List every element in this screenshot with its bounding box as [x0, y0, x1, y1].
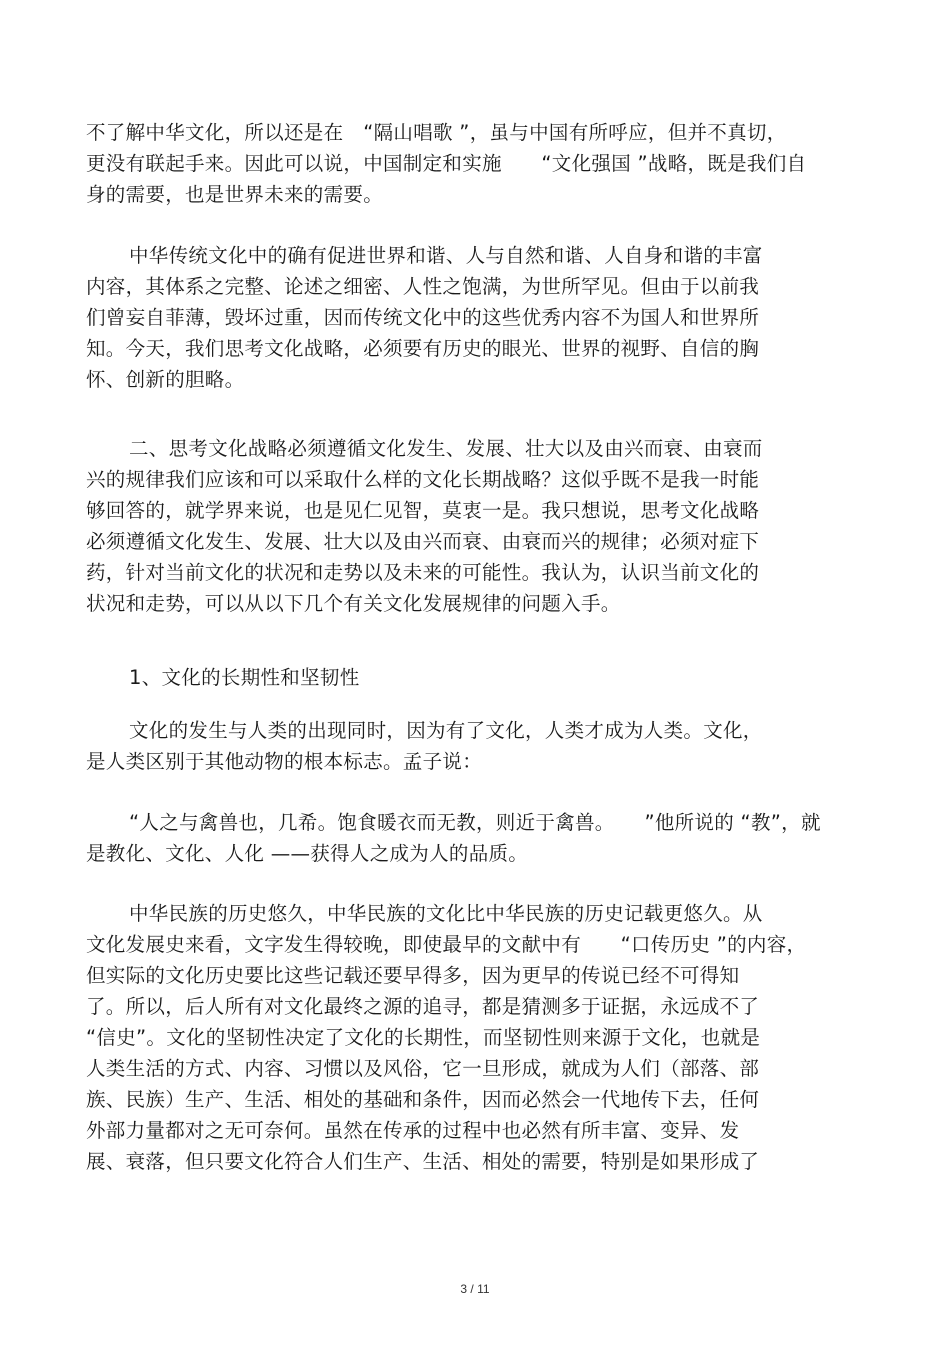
- paragraph-culture-origin: [86, 715, 876, 777]
- text-line: 但实际的文化历史要比这些记载还要早得多，因为更早的传说已经不可得知: [86, 964, 740, 987]
- text-line: 内容，其体系之完整、论述之细密、人性之饱满，为世所罕见。但由于以前我: [86, 275, 760, 298]
- text-line: 二、思考文化战略必须遵循文化发生、发展、壮大以及由兴而衰、由衰而: [129, 437, 763, 460]
- text-line: 怀、创新的胆略。: [86, 368, 245, 391]
- page-number: 3 / 11: [460, 1282, 490, 1296]
- text-line: 必须遵循文化发生、发展、壮大以及由兴而衰、由衰而兴的规律；必须对症下: [86, 530, 760, 553]
- text-line: 更没有联起手来。因此可以说，中国制定和实施 “文化强国 ”战略，既是我们自: [86, 152, 807, 175]
- text-line: 是教化、文化、人化 ——获得人之成为人的品质。: [86, 842, 529, 865]
- text-line: 兴的规律我们应该和可以采取什么样的文化长期战略？这似乎既不是我一时能: [86, 468, 760, 491]
- paragraph-traditional-culture: [86, 240, 876, 395]
- paragraph-chinese-history: [86, 898, 876, 1177]
- text-line: 外部力量都对之无可奈何。虽然在传承的过程中也必然有所丰富、变异、发: [86, 1119, 740, 1142]
- text-line: 文化发展史来看，文字发生得较晚，即使最早的文献中有 “口传历史 ”的内容，: [86, 933, 807, 956]
- text-line: 身的需要，也是世界未来的需要。: [86, 183, 384, 206]
- text-line: 人类生活的方式、内容、习惯以及风俗，它一旦形成，就成为人们（部落、部: [86, 1057, 760, 1080]
- paragraph-section-two: [86, 433, 876, 619]
- text-line: 文化的发生与人类的出现同时，因为有了文化，人类才成为人类。文化，: [129, 719, 763, 742]
- text-line: “人之与禽兽也，几希。饱食暖衣而无教，则近于禽兽。 ”他所说的 “教”，就: [129, 811, 821, 834]
- text-line: 们曾妄自菲薄，毁坏过重，因而传统文化中的这些优秀内容不为国人和世界所: [86, 306, 760, 329]
- text-line: 了。所以，后人所有对文化最终之源的追寻，都是猜测多于证据，永远成不了: [86, 995, 760, 1018]
- text-line: 状况和走势，可以从以下几个有关文化发展规律的问题入手。: [86, 592, 621, 615]
- paragraph-mencius-quote: [86, 807, 876, 869]
- text-line: 中华民族的历史悠久，中华民族的文化比中华民族的历史记载更悠久。从: [129, 902, 763, 925]
- text-line: 展、衰落，但只要文化符合人们生产、生活、相处的需要，特别是如果形成了: [86, 1150, 760, 1173]
- paragraph-continuation: [86, 117, 876, 210]
- text-line: 够回答的，就学界来说，也是见仁见智，莫衷一是。我只想说，思考文化战略: [86, 499, 760, 522]
- text-line: 药，针对当前文化的状况和走势以及未来的可能性。我认为，认识当前文化的: [86, 561, 760, 584]
- text-line: 族、民族）生产、生活、相处的基础和条件，因而必然会一代地传下去，任何: [86, 1088, 760, 1111]
- text-line: 中华传统文化中的确有促进世界和谐、人与自然和谐、人自身和谐的丰富: [129, 244, 763, 267]
- text-line: 知。今天，我们思考文化战略，必须要有历史的眼光、世界的视野、自信的胸: [86, 337, 760, 360]
- text-line: 不了解中华文化，所以还是在 “隔山唱歌 ”，虽与中国有所呼应，但并不真切，: [86, 121, 787, 144]
- heading-line: 1、文化的长期性和坚韧性: [129, 666, 360, 689]
- text-line: “信史”。文化的坚韧性决定了文化的长期性，而坚韧性则来源于文化，也就是: [86, 1026, 761, 1049]
- subsection-heading: [86, 662, 876, 693]
- text-line: 是人类区别于其他动物的根本标志。孟子说：: [86, 750, 483, 773]
